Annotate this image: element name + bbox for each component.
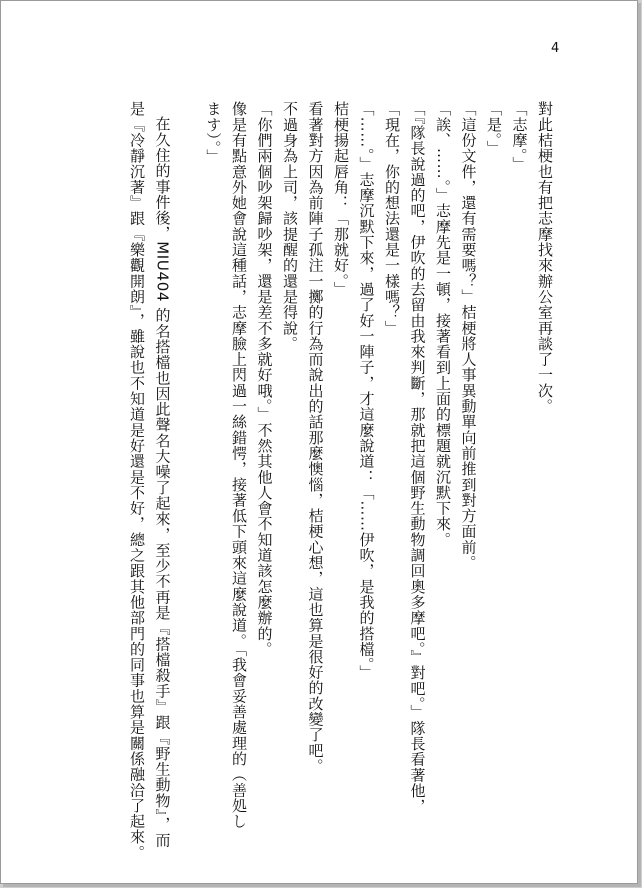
text-line: 「現在，你的想法還是一樣嗎？」: [383, 101, 401, 336]
vertical-text-body: [124, 101, 558, 861]
text-line: 「你們兩個吵架歸吵架，還是差不多就好哦。」不然其他人會不知道該怎麼辦的。: [255, 101, 274, 657]
text-line: 不過身為上司，該提醒的還是得說。: [281, 101, 299, 352]
text-line: 「……。」志摩沉默下來，過了好一陣子，才這麼說道：「……伊吹，是我的搭檔。」: [357, 101, 376, 681]
text-line: 看著對方因為前陣子孤注一擲的行為而說出的話那麼懊惱，桔梗心想，這也算是很好的改變了吧。: [306, 101, 325, 774]
text-line: 「『隊長說過的吧，伊吹的去留由我來判斷，那就把這個野生動物調回奧多摩吧。』對吧。」隊長看著他，: [408, 101, 427, 815]
text-line: 在久住的事件後，MIU404 的名搭檔也因此聲名大噪了起來，至少不再是『搭檔殺手』跟『野生動物』，而: [153, 116, 172, 848]
text-line: 「這份文件，還有需要嗎？」桔梗將人事異動單向前推到對方面前。: [459, 101, 478, 571]
text-line: 像是有點意外她會說這種話，志摩臉上閃過一絲錯愕，接著低下頭來這麼說道。「我會妥善處理的（善処し: [230, 101, 248, 830]
blank-line: [175, 101, 201, 841]
text-line: 對此桔梗也有把志摩找來辦公室再談了一次。: [536, 101, 554, 414]
page-number: 4: [551, 41, 560, 56]
text-line: 「誒、……。」志摩先是一頓，接著看到上面的標題就沉默下來。: [434, 101, 452, 548]
text-line: 是『冷靜沉著』跟『樂觀開朗』，雖說也不知道是好還是不好，總之跟其他部門的同事也算是關係融洽了起來。: [128, 101, 146, 861]
text-line: 桔梗揚起唇角：「那就好。」: [332, 101, 350, 297]
text-line: 「是。」: [485, 101, 503, 157]
text-line: 「志摩。」: [510, 101, 529, 172]
text-line: ます）。」: [204, 101, 223, 165]
